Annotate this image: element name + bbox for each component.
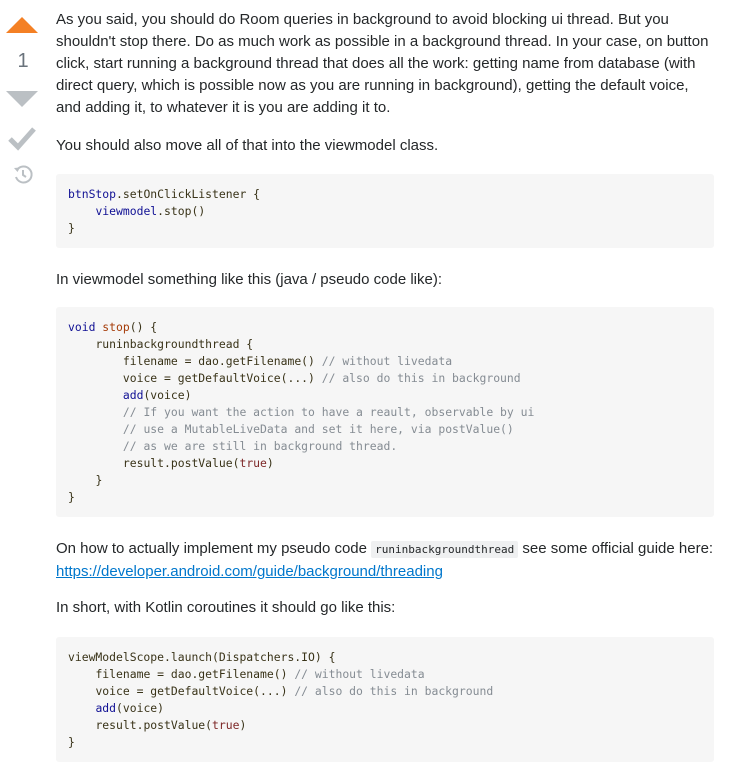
code-token: runinbackgroundthread { (95, 337, 254, 351)
paragraph-text: On how to actually implement my pseudo code (56, 540, 372, 557)
code-comment: // as we are still in background thread. (122, 439, 398, 453)
code-comment: // also do this in background (294, 684, 494, 698)
code-literal: true (212, 718, 240, 732)
code-literal: true (239, 456, 267, 470)
code-token: viewModelScope.launch(Dispatchers.IO) { (68, 650, 336, 664)
code-token: .stop() (157, 204, 206, 218)
code-block-coroutines (56, 637, 714, 762)
code-token: ) (239, 718, 247, 732)
vote-count: 1 (17, 50, 29, 72)
accept-checkmark-icon[interactable] (8, 124, 36, 152)
paragraph-viewmodel: You should also move all of that into the viewmodel class. (56, 137, 439, 154)
code-token: add (95, 701, 117, 715)
code-comment: // use a MutableLiveData and set it here, via postValue() (122, 422, 514, 436)
code-comment: // without livedata (321, 354, 453, 368)
code-token: add (122, 388, 144, 402)
code-token: () { (129, 320, 158, 334)
code-token: btnStop (68, 187, 117, 201)
code-token: } (95, 473, 103, 487)
paragraph-guide (56, 538, 716, 583)
paragraph-pseudo-code: In viewmodel something like this (java / pseudo code like): (56, 271, 443, 288)
inline-code: runinbackgroundthread (371, 541, 518, 558)
paragraph-intro: As you said, you should do Room queries in background to avoid blocking ui thread. But you shouldn't stop there. Do as much work as possible in a background thread. In your case, on button click, start running a background thread that does all the work: getting name from database (with direct query, which is possible now as you are running in background), getting the default voice, and adding it, to whatever it is you are adding it to. (56, 11, 709, 116)
code-token: viewmodel (95, 204, 158, 218)
upvote-arrow-icon[interactable] (6, 17, 38, 33)
code-token: voice = getDefaultVoice(...) (95, 684, 295, 698)
code-token: void (68, 320, 96, 334)
code-token: filename = dao.getFilename() (122, 354, 322, 368)
code-token: filename = dao.getFilename() (95, 667, 295, 681)
code-comment: // without livedata (294, 667, 425, 681)
code-token: (voice) (143, 388, 192, 402)
code-token: } (68, 735, 75, 749)
code-token: } (68, 221, 75, 235)
code-token: voice = getDefaultVoice(...) (122, 371, 322, 385)
paragraph-kotlin: In short, with Kotlin coroutines it should go like this: (56, 599, 396, 616)
code-token: result.postValue( (95, 718, 213, 732)
code-comment: // also do this in background (321, 371, 521, 385)
paragraph-text: see some official guide here: (518, 540, 714, 557)
history-icon[interactable] (12, 164, 34, 186)
code-token: (voice) (116, 701, 165, 715)
code-block-click-listener (56, 174, 714, 248)
code-token: .setOnClickListener { (116, 187, 261, 201)
downvote-arrow-icon[interactable] (6, 91, 38, 107)
code-token: } (68, 490, 75, 504)
code-token: stop (102, 320, 130, 334)
code-block-viewmodel-stop (56, 307, 714, 517)
code-token: ) (266, 456, 274, 470)
code-token: result.postValue( (122, 456, 240, 470)
code-comment: // If you want the action to have a reault, observable by ui (122, 405, 535, 419)
guide-link[interactable]: https://developer.android.com/guide/background/threading (56, 563, 443, 580)
